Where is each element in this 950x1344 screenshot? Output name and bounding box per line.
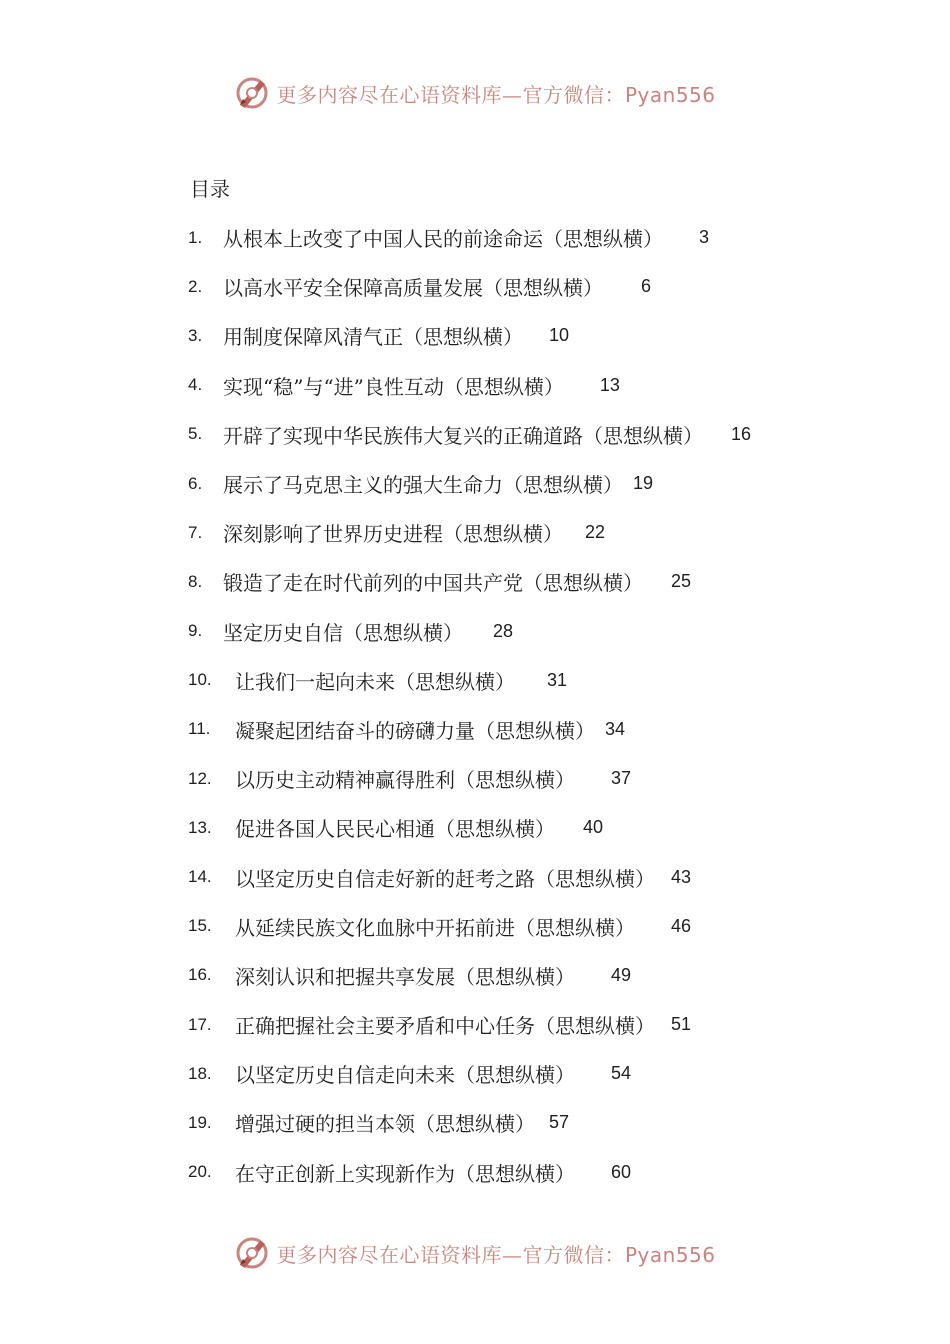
toc-entry-number: 20. [188,1162,212,1182]
toc-entry-page: 13 [599,374,620,395]
toc-entry-number: 2. [188,276,203,296]
toc-entry-page: 57 [549,1112,570,1133]
toc-entry-number: 18. [188,1063,212,1083]
toc-entry-title: 促进各国人民民心相通（思想纵横） [235,817,555,842]
toc-entry-page: 40 [583,817,604,838]
toc-entry[interactable] [188,1098,828,1147]
toc-entry[interactable] [188,508,828,557]
toc-entry[interactable] [188,951,828,1000]
toc-entry-title: 在守正创新上实现新作为（思想纵横） [235,1161,575,1186]
toc-list [188,213,828,1197]
toc-entry-number: 16. [188,965,212,985]
toc-entry-page: 25 [671,571,692,592]
toc-entry[interactable] [188,311,828,360]
toc-entry-title: 以历史主动精神赢得胜利（思想纵横） [235,768,575,793]
toc-entry-title: 以高水平安全保障高质量发展（思想纵横） [223,276,603,301]
toc-entry-number: 10. [188,670,212,690]
toc-entry-number: 3. [188,325,203,345]
toc-entry[interactable] [188,1049,828,1098]
pen-circle-logo-icon [234,75,270,111]
toc-entry-page: 3 [699,227,710,248]
toc-entry-number: 7. [188,522,203,542]
toc-entry-title: 开辟了实现中华民族伟大复兴的正确道路（思想纵横） [223,423,703,448]
toc-entry[interactable] [188,902,828,951]
toc-entry-title: 凝聚起团结奋斗的磅礴力量（思想纵横） [235,718,595,743]
watermark-text: 更多内容尽在心语资料库—官方微信：Pyan556 [276,82,716,107]
header-watermark [0,73,950,113]
toc-entry-title: 深刻影响了世界历史进程（思想纵横） [223,522,563,547]
toc-entry-page: 22 [585,522,606,543]
toc-entry-title: 增强过硬的担当本领（思想纵横） [235,1112,535,1137]
toc-entry-page: 37 [611,768,632,789]
toc-entry-page: 34 [605,718,626,739]
toc-entry[interactable] [188,754,828,803]
toc-entry-title: 锻造了走在时代前列的中国共产党（思想纵横） [223,571,643,596]
toc-entry-number: 15. [188,916,212,936]
toc-entry[interactable] [188,213,828,262]
toc-entry-number: 14. [188,867,212,887]
toc-entry[interactable] [188,607,828,656]
toc-entry[interactable] [188,262,828,311]
toc-entry-title: 从根本上改变了中国人民的前途命运（思想纵横） [223,227,663,252]
toc-entry-title: 用制度保障风清气正（思想纵横） [223,325,523,350]
toc-entry-page: 46 [671,915,692,936]
toc-entry-title: 深刻认识和把握共享发展（思想纵横） [235,964,575,989]
toc-entry[interactable] [188,1148,828,1197]
toc-entry-number: 6. [188,473,203,493]
footer-watermark [0,1233,950,1273]
toc-entry[interactable] [188,1000,828,1049]
toc-entry-page: 31 [547,669,568,690]
toc-entry-page: 19 [633,473,654,494]
toc-entry-title: 让我们一起向未来（思想纵横） [235,669,515,694]
toc-entry-title: 正确把握社会主要矛盾和中心任务（思想纵横） [235,1014,655,1039]
toc-entry-number: 19. [188,1112,212,1132]
toc-entry-title: 以坚定历史自信走向未来（思想纵横） [235,1063,575,1088]
toc-entry-page: 16 [731,423,752,444]
toc-entry-page: 54 [611,1063,632,1084]
toc-entry[interactable] [188,803,828,852]
toc-entry-page: 28 [493,620,514,641]
toc-entry-number: 13. [188,817,212,837]
pen-circle-logo-icon [234,1235,270,1271]
toc-entry-page: 43 [671,866,692,887]
toc-heading: 目录 [190,177,230,201]
toc-entry-number: 12. [188,768,212,788]
toc-entry-number: 4. [188,375,203,395]
toc-entry-page: 10 [549,325,570,346]
watermark-text: 更多内容尽在心语资料库—官方微信：Pyan556 [276,1242,716,1267]
toc-entry[interactable] [188,459,828,508]
toc-entry-page: 60 [611,1161,632,1182]
toc-entry-number: 1. [188,227,203,247]
toc-entry-page: 51 [671,1014,692,1035]
toc-entry-number: 17. [188,1014,212,1034]
toc-entry[interactable] [188,557,828,606]
toc-entry-title: 展示了马克思主义的强大生命力（思想纵横） [223,473,623,498]
toc-entry-title: 坚定历史自信（思想纵横） [223,620,463,645]
toc-entry-title: 实现“稳”与“进”良性互动（思想纵横） [223,374,564,399]
toc-entry-page: 6 [641,276,652,297]
toc-entry[interactable] [188,852,828,901]
toc-entry-page: 49 [611,964,632,985]
toc-entry-number: 8. [188,571,203,591]
toc-entry[interactable] [188,656,828,705]
toc-entry-number: 9. [188,621,203,641]
toc-entry[interactable] [188,361,828,410]
toc-entry[interactable] [188,410,828,459]
toc-entry-number: 11. [188,719,211,739]
toc-entry-title: 以坚定历史自信走好新的赶考之路（思想纵横） [235,866,655,891]
toc-entry-title: 从延续民族文化血脉中开拓前进（思想纵横） [235,915,635,940]
toc-entry[interactable] [188,705,828,754]
toc-entry-number: 5. [188,424,203,444]
